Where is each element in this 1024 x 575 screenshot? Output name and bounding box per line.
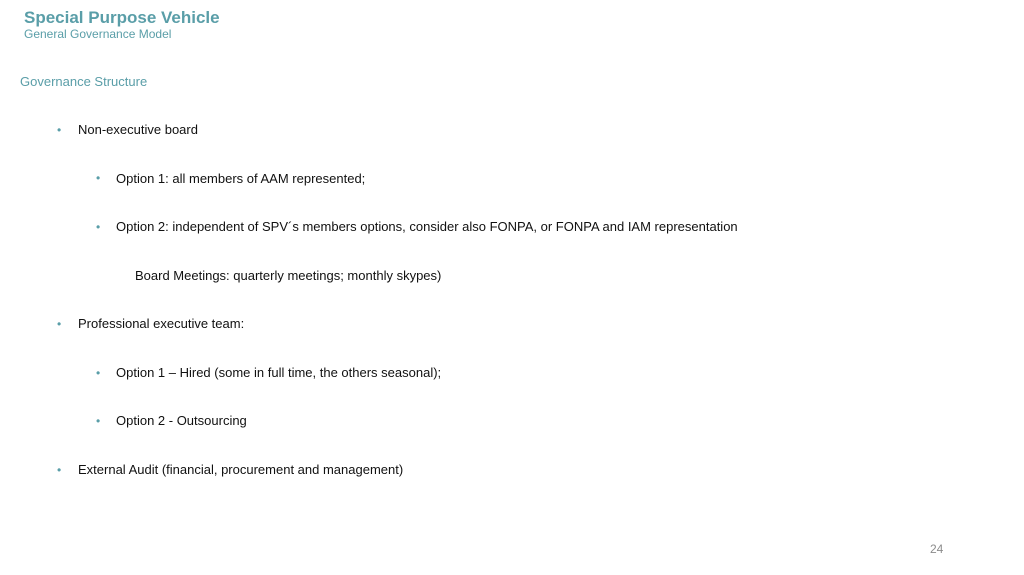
slide-subtitle: General Governance Model [24, 27, 172, 41]
list-item: Option 2 - Outsourcing [116, 413, 247, 428]
list-item: External Audit (financial, procurement and management) [78, 462, 404, 477]
section-heading: Governance Structure [20, 74, 148, 89]
bullet-dot: • [96, 414, 101, 428]
list-item: Non-executive board [78, 122, 198, 137]
bullet-dot: • [57, 463, 62, 477]
bullet-dot: • [57, 123, 62, 137]
slide-title: Special Purpose Vehicle [24, 8, 220, 27]
bullet-dot: • [96, 171, 101, 185]
bullet-dot: • [57, 317, 62, 331]
list-item: Professional executive team: [78, 316, 245, 331]
list-item: Option 1 – Hired (some in full time, the others seasonal); [116, 365, 442, 380]
bullet-dot: • [96, 366, 101, 380]
list-item: Option 2: independent of SPV´s members options, consider also FONPA, or FONPA and IAM representation [116, 219, 738, 234]
bullet-dot: • [96, 220, 101, 234]
page-number: 24 [930, 542, 944, 556]
list-item: Board Meetings: quarterly meetings; monthly skypes) [135, 268, 442, 283]
list-item: Option 1: all members of AAM represented; [116, 171, 366, 186]
